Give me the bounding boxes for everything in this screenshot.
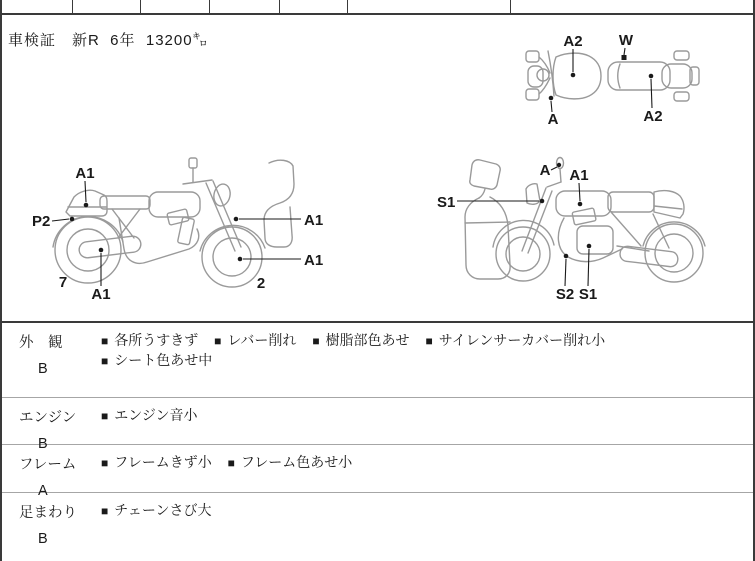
label-engine: S1 [578, 286, 598, 303]
table-column-divider [510, 0, 511, 13]
condition-item [312, 332, 409, 348]
condition-item [228, 454, 353, 470]
row-items [101, 453, 753, 473]
bullet-marker: ■ [101, 504, 109, 518]
top-view-annotations [548, 32, 663, 128]
grade-value: A [38, 483, 48, 499]
label-tank: A2 [563, 33, 583, 50]
row-items [101, 501, 753, 521]
condition-item [214, 332, 296, 348]
row-items [101, 406, 753, 426]
motorcycle-top-view-diagram [507, 20, 755, 140]
condition-row-engine [2, 398, 753, 452]
label-rear-fender: P2 [32, 213, 51, 230]
condition-item-text: フレームきず小 [114, 454, 212, 470]
condition-item-text: レバー削れ [227, 332, 297, 348]
label-muffler: A1 [91, 286, 111, 303]
condition-item-text: シート色あせ中 [114, 352, 213, 368]
table-column-divider [347, 0, 348, 13]
label-tank: A1 [569, 167, 589, 184]
condition-row-frame [2, 445, 753, 499]
bullet-marker: ■ [101, 354, 109, 368]
condition-table [2, 323, 753, 561]
row-label: 足まわり [19, 505, 77, 521]
label-wax-point: W [618, 32, 634, 49]
row-head [2, 331, 101, 377]
table-column-divider [209, 0, 210, 13]
row-head [2, 501, 101, 547]
label-front-wheel: A1 [304, 252, 324, 269]
grade-value: B [38, 361, 48, 377]
label-mirror: A [539, 162, 551, 179]
motorcycle-right-profile-diagram [32, 150, 337, 310]
grade-value: B [38, 436, 48, 452]
label-tail-cowl: A1 [75, 165, 95, 182]
table-bottom-border [2, 13, 753, 15]
condition-row-undercarriage [2, 493, 753, 561]
row-label: フレーム [19, 457, 77, 473]
condition-row-exterior [2, 323, 753, 398]
registration-mileage-text: 車検証 新R 6年 13200㌔ [8, 32, 209, 49]
label-under-frame: S2 [555, 286, 575, 303]
label-front-fender: A1 [304, 212, 324, 229]
condition-item-text: 各所うすきず [114, 332, 199, 348]
row-label: 外 観 [19, 335, 63, 351]
table-column-divider [72, 0, 73, 13]
condition-item [101, 407, 198, 423]
label-front-count: 2 [256, 275, 266, 292]
side-view-annotations [32, 165, 323, 303]
label-front-left: A [547, 111, 559, 128]
condition-item [101, 454, 212, 470]
motorcycle-left-profile-diagram [427, 150, 727, 310]
grade-value: B [38, 531, 48, 547]
bullet-marker: ■ [101, 409, 109, 423]
condition-item-text: チェーンさび大 [114, 502, 212, 518]
condition-item [425, 332, 605, 348]
bullet-marker: ■ [312, 334, 320, 348]
condition-item [101, 332, 198, 348]
label-seat: A2 [643, 108, 663, 125]
label-rear-count: 7 [58, 274, 68, 291]
condition-item-text: フレーム色あせ小 [240, 454, 353, 470]
row-items [101, 331, 753, 371]
bullet-marker: ■ [425, 334, 433, 348]
side-view-annotations [437, 162, 597, 303]
table-column-divider [140, 0, 141, 13]
condition-item-text: サイレンサーカバー削れ小 [438, 332, 606, 348]
condition-item [101, 352, 212, 368]
condition-item-text: エンジン音小 [114, 407, 198, 423]
bullet-marker: ■ [101, 456, 109, 470]
table-column-divider [279, 0, 280, 13]
bullet-marker: ■ [214, 334, 222, 348]
bullet-marker: ■ [101, 334, 109, 348]
top-view-sketch [526, 51, 699, 101]
condition-item [101, 502, 212, 518]
condition-item-text: 樹脂部色あせ [325, 332, 410, 348]
label-headlight: S1 [437, 194, 456, 211]
row-label: エンジン [19, 410, 77, 426]
bullet-marker: ■ [227, 456, 235, 470]
